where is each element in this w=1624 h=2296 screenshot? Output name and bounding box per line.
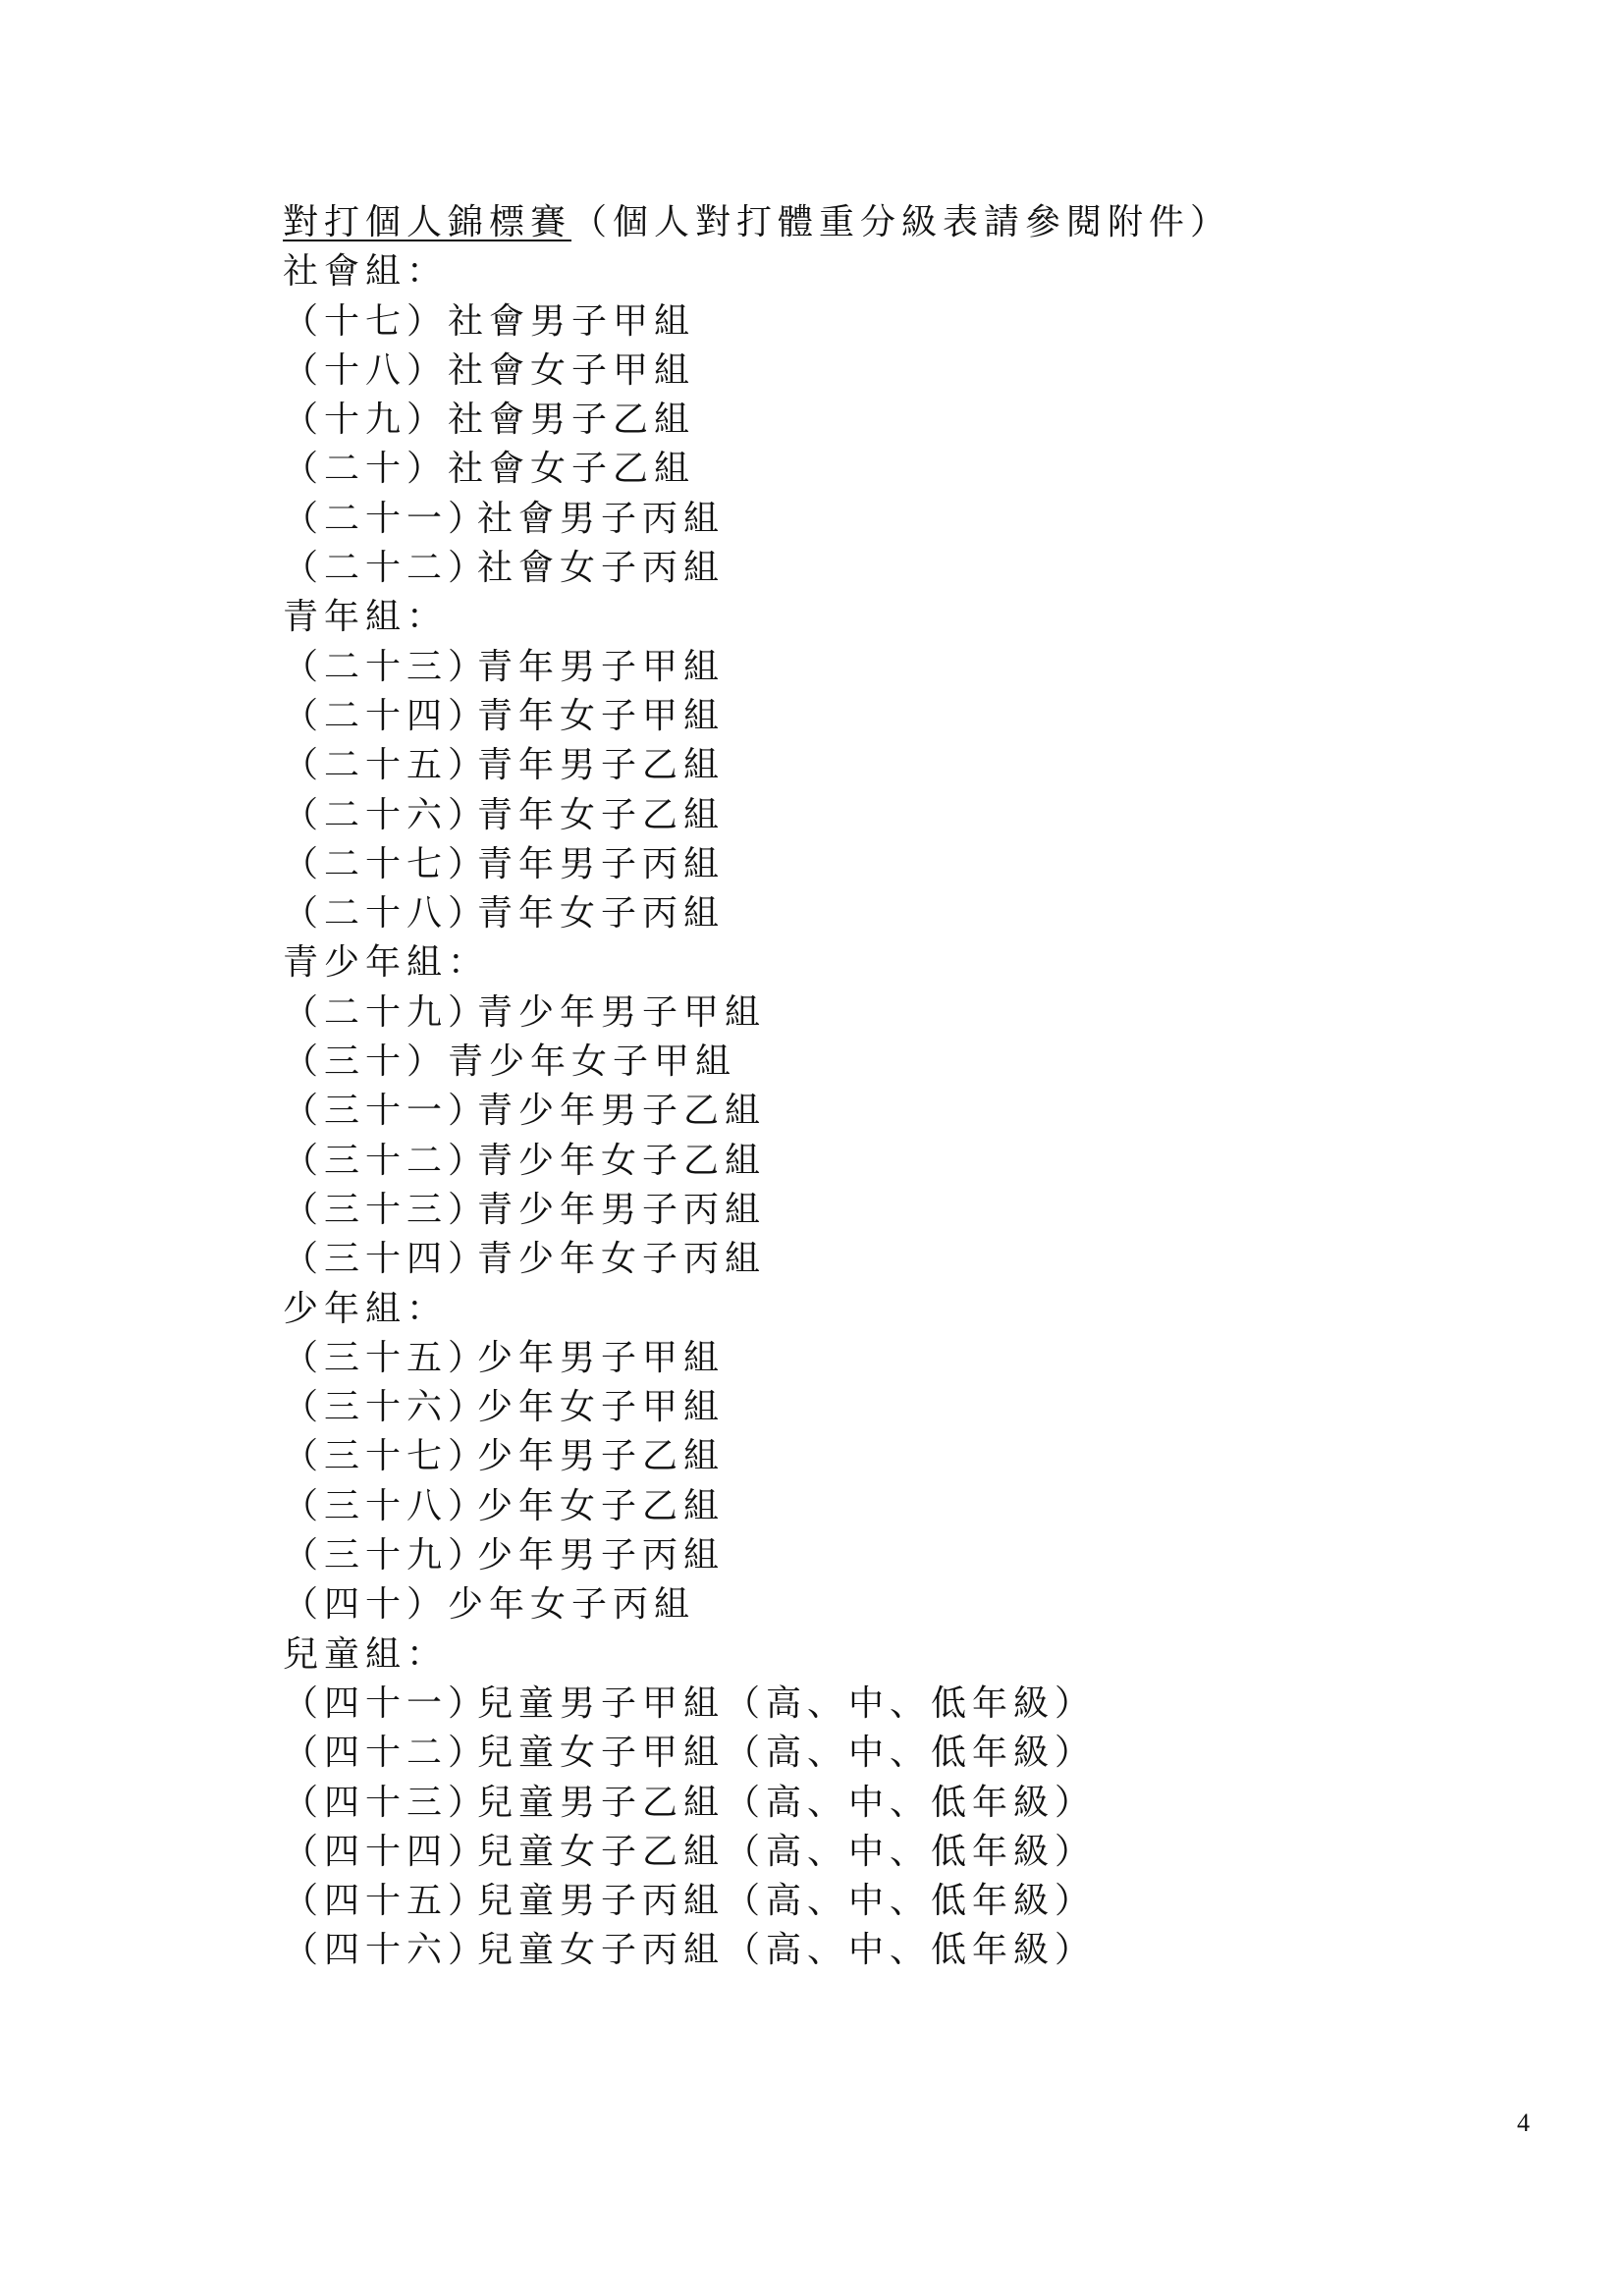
item-number: （二十四） xyxy=(283,695,490,736)
item-text: 社會男子丙組 xyxy=(477,498,726,539)
item-number: （三十三） xyxy=(283,1189,490,1230)
list-item xyxy=(283,1779,1461,1828)
item-text: 兒童女子丙組（高、中、低年級） xyxy=(477,1930,1097,1971)
list-item xyxy=(283,1137,1461,1186)
item-text: 少年女子甲組 xyxy=(477,1387,726,1428)
item-number: （二十） xyxy=(283,449,449,490)
item-text: 青少年男子甲組 xyxy=(477,991,767,1033)
list-item xyxy=(283,1482,1461,1531)
list-item xyxy=(283,1828,1461,1877)
item-text: 青年男子甲組 xyxy=(477,646,726,687)
page-heading xyxy=(283,198,1461,247)
item-number: （二十六） xyxy=(283,794,490,835)
item-text: 社會女子丙組 xyxy=(477,548,726,589)
item-number: （四十三） xyxy=(283,1782,490,1823)
item-number: （三十四） xyxy=(283,1239,490,1280)
item-text: 青年男子丙組 xyxy=(477,843,726,884)
item-number: （四十二） xyxy=(283,1733,490,1774)
item-text: 青少年男子乙組 xyxy=(477,1091,767,1132)
page-number: 4 xyxy=(1517,2109,1530,2137)
item-text: 青年女子甲組 xyxy=(477,695,726,736)
item-number: （三十二） xyxy=(283,1140,490,1181)
list-item xyxy=(283,1580,1461,1629)
heading-underlined: 對打個人錦標賽 xyxy=(283,202,572,242)
item-text: 兒童男子乙組（高、中、低年級） xyxy=(477,1782,1097,1823)
item-number: （四十） xyxy=(283,1584,449,1626)
item-number: （三十六） xyxy=(283,1387,490,1428)
section-label: 青少年組： xyxy=(283,942,490,984)
item-text: 青年女子丙組 xyxy=(477,893,726,934)
item-text: 社會女子甲組 xyxy=(448,349,696,391)
item-number: （二十一） xyxy=(283,498,490,539)
list-item xyxy=(283,1680,1461,1729)
item-number: （二十三） xyxy=(283,646,490,687)
list-item xyxy=(283,1235,1461,1284)
item-text: 社會男子乙組 xyxy=(448,400,696,441)
list-item xyxy=(283,445,1461,494)
item-number: （三十八） xyxy=(283,1485,490,1526)
item-number: （二十九） xyxy=(283,991,490,1033)
list-item xyxy=(283,741,1461,790)
item-number: （四十五） xyxy=(283,1881,490,1922)
list-item xyxy=(283,1531,1461,1580)
list-item xyxy=(283,1383,1461,1432)
item-text: 青年男子乙組 xyxy=(477,745,726,786)
item-number: （十八） xyxy=(283,349,449,391)
item-number: （三十五） xyxy=(283,1337,490,1378)
list-item xyxy=(283,495,1461,544)
item-number: （四十四） xyxy=(283,1831,490,1872)
list-item xyxy=(283,840,1461,889)
list-item xyxy=(283,889,1461,938)
division-list xyxy=(283,247,1461,1975)
item-text: 少年女子乙組 xyxy=(477,1485,726,1526)
document-body xyxy=(283,198,1461,1976)
section-label: 少年組： xyxy=(283,1288,449,1329)
item-text: 少年男子甲組 xyxy=(477,1337,726,1378)
list-item xyxy=(283,1432,1461,1481)
item-number: （十九） xyxy=(283,400,449,441)
item-text: 青少年女子丙組 xyxy=(477,1239,767,1280)
item-text: 社會男子甲組 xyxy=(448,300,696,342)
item-number: （三十七） xyxy=(283,1436,490,1477)
item-text: 少年男子丙組 xyxy=(477,1535,726,1576)
item-text: 兒童男子丙組（高、中、低年級） xyxy=(477,1881,1097,1922)
item-text: 少年女子丙組 xyxy=(448,1584,696,1626)
item-number: （三十） xyxy=(283,1041,449,1083)
list-item xyxy=(283,692,1461,741)
item-text: 青年女子乙組 xyxy=(477,794,726,835)
list-item xyxy=(283,544,1461,593)
heading-note: （個人對打體重分級表請參閱附件） xyxy=(571,202,1232,242)
item-text: 少年男子乙組 xyxy=(477,1436,726,1477)
item-number: （二十七） xyxy=(283,843,490,884)
item-text: 兒童女子乙組（高、中、低年級） xyxy=(477,1831,1097,1872)
item-text: 青少年女子乙組 xyxy=(477,1140,767,1181)
list-item xyxy=(283,347,1461,396)
item-number: （四十一） xyxy=(283,1682,490,1724)
item-text: 兒童男子甲組（高、中、低年級） xyxy=(477,1682,1097,1724)
list-item xyxy=(283,988,1461,1038)
list-item xyxy=(283,1186,1461,1235)
list-item xyxy=(283,1334,1461,1383)
list-item xyxy=(283,297,1461,347)
item-number: （二十八） xyxy=(283,893,490,934)
item-number: （十七） xyxy=(283,300,449,342)
list-item xyxy=(283,1877,1461,1926)
item-number: （四十六） xyxy=(283,1930,490,1971)
section-label: 社會組： xyxy=(283,251,449,293)
section-label: 青年組： xyxy=(283,597,449,638)
list-item xyxy=(283,643,1461,692)
item-text: 社會女子乙組 xyxy=(448,449,696,490)
list-item xyxy=(283,1729,1461,1778)
list-item xyxy=(283,1926,1461,1975)
list-item xyxy=(283,1038,1461,1087)
item-number: （二十二） xyxy=(283,548,490,589)
item-text: 青少年女子甲組 xyxy=(448,1041,737,1083)
list-item xyxy=(283,396,1461,445)
list-item xyxy=(283,1087,1461,1136)
item-number: （三十九） xyxy=(283,1535,490,1576)
item-number: （三十一） xyxy=(283,1091,490,1132)
item-number: （二十五） xyxy=(283,745,490,786)
item-text: 青少年男子丙組 xyxy=(477,1189,767,1230)
item-text: 兒童女子甲組（高、中、低年級） xyxy=(477,1733,1097,1774)
section-label: 兒童組： xyxy=(283,1633,449,1675)
list-item xyxy=(283,791,1461,840)
